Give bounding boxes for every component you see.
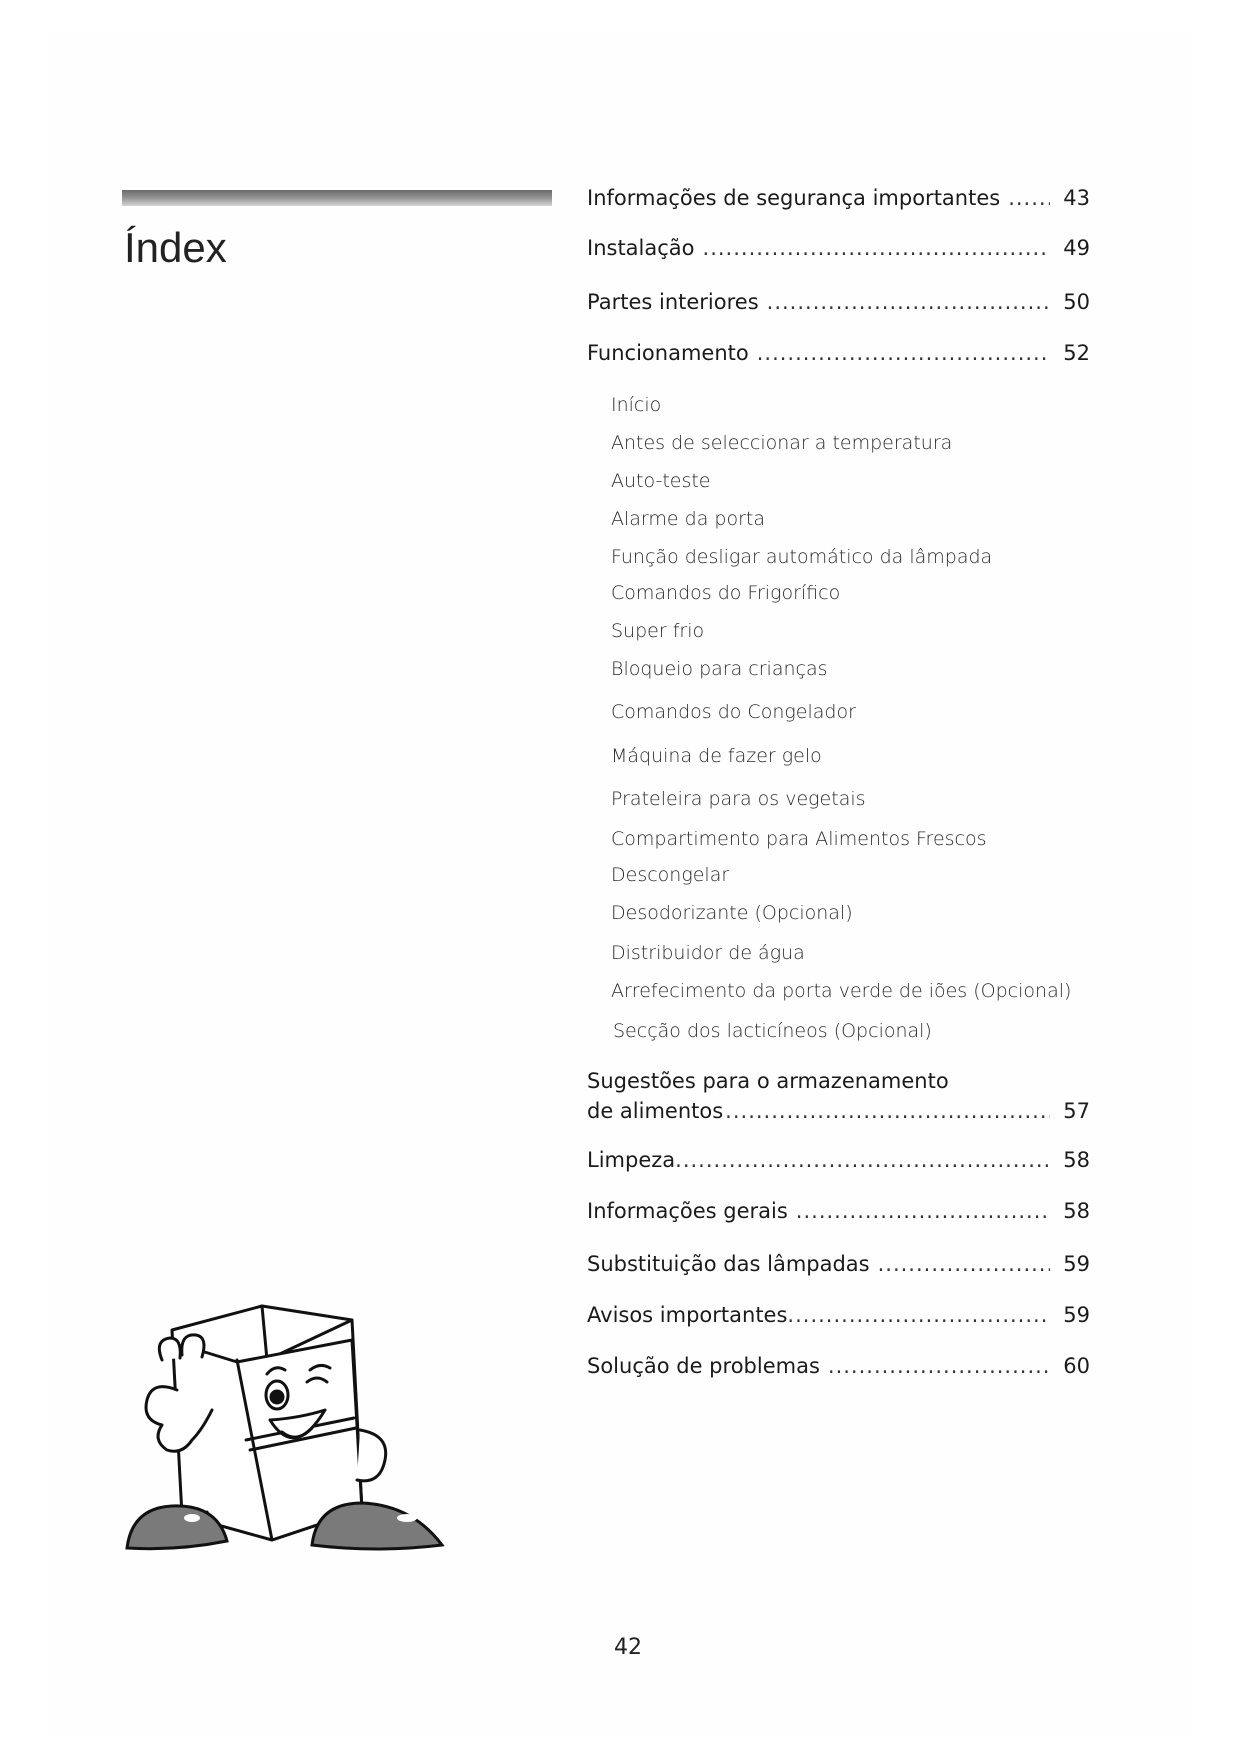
toc-entry-label-line2: de alimentos <box>587 1099 724 1123</box>
toc-leader-dots <box>703 236 1050 260</box>
subsection-item[interactable]: Secção dos lacticíneos (Opcional) <box>613 1020 932 1042</box>
toc-leader-dots <box>725 1096 1050 1126</box>
toc-leader-dots <box>757 341 1050 365</box>
subsection-item[interactable]: Arrefecimento da porta verde de iões (Opcional) <box>611 980 1072 1002</box>
toc-entry-installation[interactable] <box>587 236 1090 260</box>
toc-entry-troubleshooting[interactable] <box>587 1354 1090 1378</box>
subsection-item[interactable]: Descongelar <box>611 864 730 886</box>
toc-entry-label: Avisos importantes <box>587 1303 788 1327</box>
subsection-item[interactable]: Super frio <box>611 620 705 642</box>
toc-leader-dots <box>878 1252 1050 1276</box>
subsection-item[interactable]: Função desligar automático da lâmpada <box>611 546 993 568</box>
toc-entry-label: Substituição das lâmpadas <box>587 1252 870 1276</box>
toc-entry-food-storage[interactable] <box>587 1069 1090 1126</box>
toc-entry-page: 52 <box>1063 341 1090 365</box>
toc-entry-page: 58 <box>1063 1148 1090 1172</box>
toc-entry-label: Funcionamento <box>587 341 749 365</box>
subsection-item[interactable]: Máquina de fazer gelo <box>611 745 822 767</box>
toc-entry-label: Limpeza <box>587 1148 676 1172</box>
toc-entry-label: Partes interiores <box>587 290 759 314</box>
toc-entry-general-info[interactable] <box>587 1199 1090 1223</box>
toc-entry-cleaning[interactable] <box>587 1148 1090 1172</box>
toc-entry-label: Informações gerais <box>587 1199 788 1223</box>
toc-entry-important-notices[interactable] <box>587 1303 1090 1327</box>
toc-entry-page: 59 <box>1063 1252 1090 1276</box>
toc-entry-label: Informações de segurança importantes <box>587 186 1001 210</box>
subsection-item[interactable]: Distribuidor de água <box>611 942 805 964</box>
toc-leader-dots <box>767 290 1050 314</box>
page-number: 42 <box>614 1635 642 1660</box>
subsection-item[interactable]: Auto-teste <box>611 470 711 492</box>
toc-entry-page: 59 <box>1063 1303 1090 1327</box>
subsection-item[interactable]: Compartimento para Alimentos Frescos <box>611 828 987 850</box>
toc-leader-dots <box>787 1303 1050 1327</box>
toc-leader-dots <box>675 1148 1050 1172</box>
toc-leader-dots <box>828 1354 1050 1378</box>
subsection-item[interactable]: Bloqueio para crianças <box>611 658 828 680</box>
toc-entry-lamp-replacement[interactable] <box>587 1252 1090 1276</box>
toc-entry-label-line1: Sugestões para o armazenamento <box>587 1069 949 1093</box>
toc-entry-operation[interactable] <box>587 341 1090 365</box>
toc-entry-safety[interactable] <box>587 186 1090 210</box>
subsection-item[interactable]: Comandos do Frigorífico <box>611 582 841 604</box>
toc-entry-page: 60 <box>1063 1354 1090 1378</box>
toc-entry-page: 58 <box>1063 1199 1090 1223</box>
toc-entry-page: 57 <box>1063 1099 1090 1123</box>
toc-entry-interior-parts[interactable] <box>587 290 1090 314</box>
toc-entry-label: Solução de problemas <box>587 1354 820 1378</box>
subsection-item[interactable]: Início <box>611 394 662 416</box>
subsection-item[interactable]: Desodorizante (Opcional) <box>611 902 853 924</box>
toc-entry-page: 49 <box>1063 236 1090 260</box>
toc-leader-dots <box>1008 186 1050 210</box>
toc-entry-page: 43 <box>1063 186 1090 210</box>
subsection-item[interactable]: Antes de seleccionar a temperatura <box>611 432 953 454</box>
toc-leader-dots <box>796 1199 1050 1223</box>
subsection-item[interactable]: Alarme da porta <box>611 508 765 530</box>
subsection-item[interactable]: Comandos do Congelador <box>611 701 856 723</box>
mascot-icon <box>122 1300 452 1560</box>
subsection-item[interactable]: Prateleira para os vegetais <box>611 788 866 810</box>
title-rule <box>122 190 552 206</box>
page-title: Índex <box>124 224 227 271</box>
toc-entry-label: Instalação <box>587 236 695 260</box>
toc-entry-page: 50 <box>1063 290 1090 314</box>
